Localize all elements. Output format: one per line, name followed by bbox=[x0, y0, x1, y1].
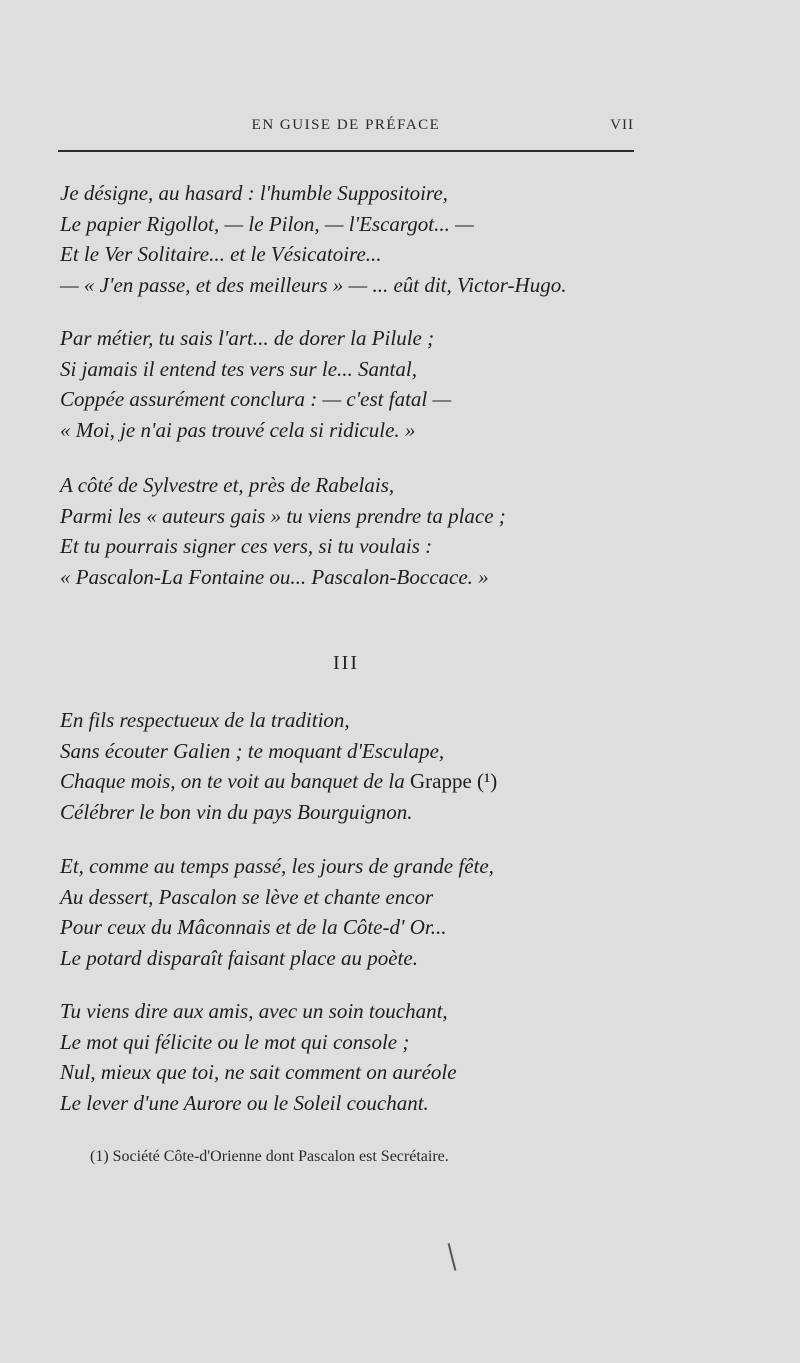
verse-line: Sans écouter Galien ; te moquant d'Esculape, bbox=[60, 738, 445, 763]
stanza bbox=[60, 470, 680, 592]
verse-line: Nul, mieux que toi, ne sait comment on auréole bbox=[60, 1060, 457, 1084]
stanza bbox=[60, 851, 680, 973]
verse-line: En fils respectueux de la tradition, bbox=[60, 708, 350, 732]
verse-line: Tu viens dire aux amis, avec un soin touchant, bbox=[60, 999, 448, 1023]
verse-line: A côté de Sylvestre et, près de Rabelais, bbox=[60, 473, 395, 497]
verse-line: Le potard disparaît faisant place au poète. bbox=[60, 945, 418, 970]
stanza bbox=[60, 705, 680, 827]
footnote: (1) Société Côte-d'Orienne dont Pascalon est Secrétaire. bbox=[90, 1148, 449, 1165]
verse-line: — « J'en passe, et des meilleurs » — ... eût dit, Victor-Hugo. bbox=[60, 272, 567, 297]
verse-line: « Moi, je n'ai pas trouvé cela si ridicule. » bbox=[60, 417, 416, 442]
section-number: III bbox=[333, 652, 359, 674]
verse-line: Par métier, tu sais l'art... de dorer la Pilule ; bbox=[60, 326, 435, 350]
verse-line: Célébrer le bon vin du pays Bourguignon. bbox=[60, 799, 413, 824]
verse-line: Coppée assurément conclura : — c'est fatal — bbox=[60, 387, 452, 411]
stanza bbox=[60, 996, 680, 1118]
verse-line: Le mot qui félicite ou le mot qui console ; bbox=[60, 1029, 410, 1054]
running-title: EN GUISE DE PRÉFACE bbox=[251, 117, 441, 133]
page-number: VII bbox=[610, 117, 634, 133]
verse-line: « Pascalon-La Fontaine ou... Pascalon-Boccace. » bbox=[60, 564, 489, 589]
verse-italic-part: Chaque mois, on te voit au banquet de la bbox=[60, 769, 410, 793]
verse-line: Parmi les « auteurs gais » tu viens prendre ta place ; bbox=[60, 503, 506, 528]
verse-line: Si jamais il entend tes vers sur le... Santal, bbox=[60, 356, 417, 381]
ink-mark bbox=[448, 1243, 456, 1271]
verse-line bbox=[60, 766, 680, 797]
verse-line: Et, comme au temps passé, les jours de grande fête, bbox=[60, 854, 494, 878]
footnote-reference: Grappe (¹) bbox=[409, 769, 498, 793]
header-rule bbox=[58, 150, 634, 152]
verse-line: Pour ceux du Mâconnais et de la Côte-d' Or... bbox=[60, 915, 447, 939]
verse-line: Au dessert, Pascalon se lève et chante encor bbox=[60, 884, 434, 909]
running-head bbox=[58, 117, 634, 139]
verse-line: Le lever d'une Aurore ou le Soleil couchant. bbox=[60, 1090, 429, 1115]
stanza bbox=[60, 178, 680, 300]
verse-line: Le papier Rigollot, — le Pilon, — l'Escargot... — bbox=[60, 211, 474, 236]
verse-line: Et le Ver Solitaire... et le Vésicatoire... bbox=[60, 242, 382, 266]
verse-line: Je désigne, au hasard : l'humble Suppositoire, bbox=[60, 181, 448, 205]
stanza bbox=[60, 323, 680, 445]
verse-line: Et tu pourrais signer ces vers, si tu voulais : bbox=[60, 534, 433, 558]
